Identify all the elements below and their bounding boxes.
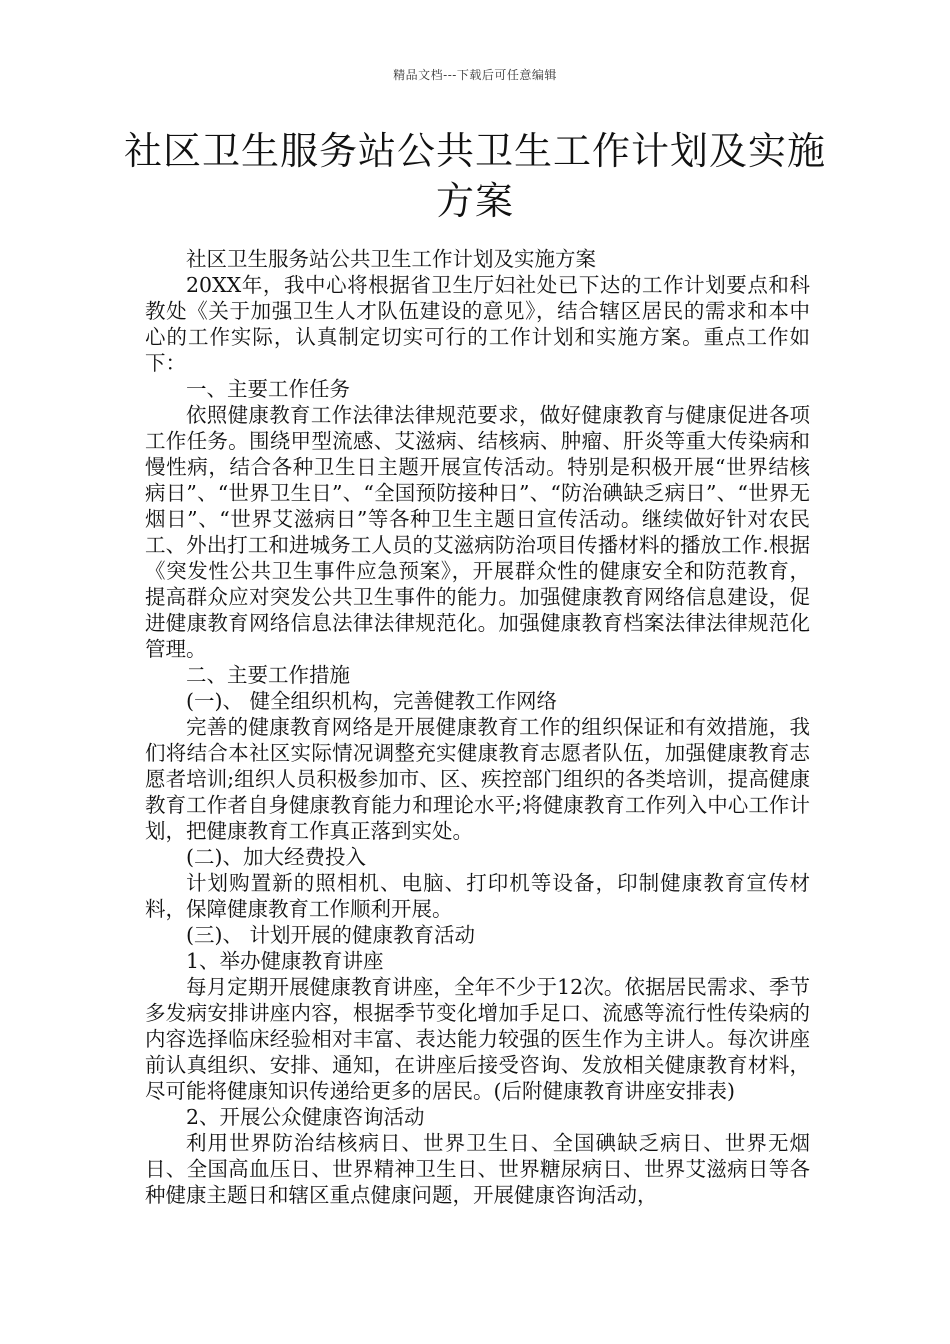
subsection-heading: (二)、加大经费投入 bbox=[186, 845, 366, 869]
paragraph: 每月定期开展健康教育讲座，全年不少于12次。依据居民需求、季节多发病安排讲座内容，根据季节变化增加手足口、流感等流行性传染病的内容选择临床经验相对丰富、表达能力较强的医生作为主讲人。每次讲座前认真组织、安排、通知，在讲座后接受咨询、发放相关健康教育材料，尽可能将健康知识传递给更多的居民。(后附健康教育讲座安排表) bbox=[145, 975, 810, 1103]
paragraph: 依照健康教育工作法律法律规范要求，做好健康教育与健康促进各项工作任务。围绕甲型流感、艾滋病、结核病、肿瘤、肝炎等重大传染病和慢性病，结合各种卫生日主题开展宣传活动。特别是积极开展“世界结核病日”、“世界卫生日”、“全国预防接种日”、“防治碘缺乏病日”、“世界无烟日”、“世界艾滋病日”等各种卫生主题日宣传活动。继续做好针对农民工、外出打工和进城务工人员的艾滋病防治项目传播材料的播放工作.根据《突发性公共卫生事件应急预案》，开展群众性的健康安全和防范教育，提高群众应对突发公共卫生事件的能力。加强健康教育网络信息建设，促进健康教育网络信息法律法律规范化。加强健康教育档案法律法律规范化管理。 bbox=[145, 403, 810, 661]
header-note: 精品文档---下载后可任意编辑 bbox=[393, 68, 557, 82]
paragraph: 计划购置新的照相机、电脑、打印机等设备，印制健康教育宣传材料，保障健康教育工作顺利开展。 bbox=[145, 871, 810, 921]
paragraph: 利用世界防治结核病日、世界卫生日、全国碘缺乏病日、世界无烟日、全国高血压日、世界精神卫生日、世界糖尿病日、世界艾滋病日等各种健康主题日和辖区重点健康问题，开展健康咨询活动， bbox=[145, 1131, 810, 1207]
paragraph-intro: 20XX年，我中心将根据省卫生厅妇社处已下达的工作计划要点和科教处《关于加强卫生人才队伍建设的意见》，结合辖区居民的需求和本中心的工作实际，认真制定切实可行的工作计划和实施方案。重点工作如下： bbox=[145, 273, 810, 375]
document-body bbox=[145, 246, 810, 1208]
subsection-heading: (一)、 健全组织机构，完善健教工作网络 bbox=[186, 689, 558, 713]
section-heading: 二、主要工作措施 bbox=[186, 663, 350, 687]
paragraph-subtitle: 社区卫生服务站公共卫生工作计划及实施方案 bbox=[186, 247, 596, 271]
paragraph: 完善的健康教育网络是开展健康教育工作的组织保证和有效措施，我们将结合本社区实际情况调整充实健康教育志愿者队伍，加强健康教育志愿者培训;组织人员积极参加市、区、疾控部门组织的各类培训，提高健康教育工作者自身健康教育能力和理论水平;将健康教育工作列入中心工作计划，把健康教育工作真正落到实处。 bbox=[145, 715, 810, 843]
document-title: 社区卫生服务站公共卫生工作计划及实施方案 bbox=[123, 129, 826, 223]
subsection-heading: (三)、 计划开展的健康教育活动 bbox=[186, 923, 476, 947]
item-heading: 2、开展公众健康咨询活动 bbox=[186, 1105, 425, 1129]
section-heading: 一、主要工作任务 bbox=[186, 377, 350, 401]
item-heading: 1、举办健康教育讲座 bbox=[186, 949, 384, 973]
